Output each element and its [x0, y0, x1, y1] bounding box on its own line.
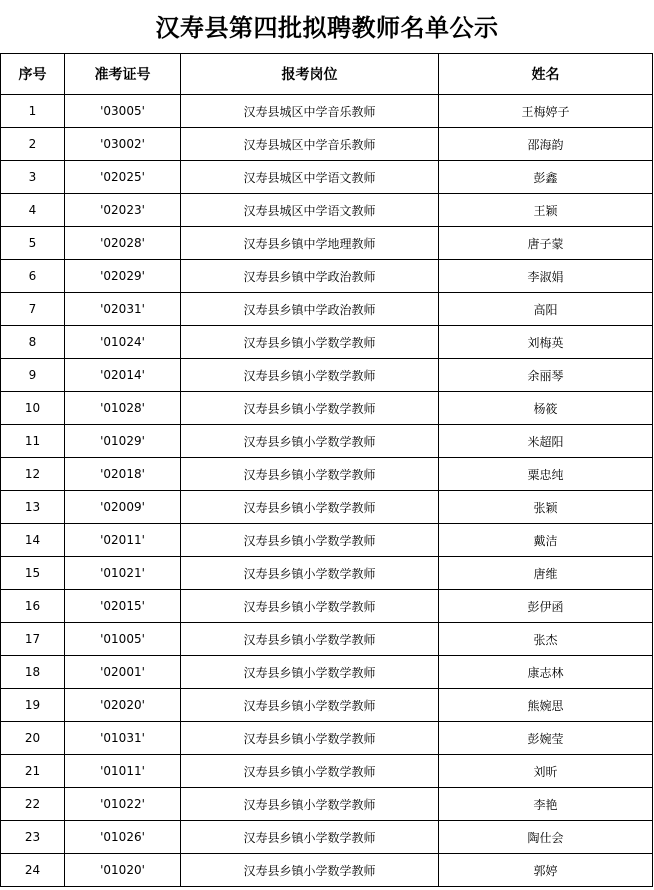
cell-name: 邵海韵 — [439, 128, 653, 161]
cell-ticket: '02031' — [65, 293, 181, 326]
cell-ticket: '03002' — [65, 128, 181, 161]
cell-seq: 19 — [1, 689, 65, 722]
cell-seq: 9 — [1, 359, 65, 392]
cell-position: 汉寿县城区中学音乐教师 — [181, 128, 439, 161]
cell-seq: 16 — [1, 590, 65, 623]
cell-ticket: '02001' — [65, 656, 181, 689]
cell-name: 李艳 — [439, 788, 653, 821]
table-row — [1, 293, 653, 326]
cell-ticket: '01011' — [65, 755, 181, 788]
cell-ticket: '02020' — [65, 689, 181, 722]
table-row — [1, 722, 653, 755]
cell-name: 熊婉思 — [439, 689, 653, 722]
cell-name: 李淑娟 — [439, 260, 653, 293]
cell-position: 汉寿县乡镇小学数学教师 — [181, 722, 439, 755]
cell-ticket: '01022' — [65, 788, 181, 821]
cell-position: 汉寿县乡镇小学数学教师 — [181, 458, 439, 491]
table-body — [1, 95, 653, 887]
cell-seq: 13 — [1, 491, 65, 524]
table-row — [1, 128, 653, 161]
cell-ticket: '01031' — [65, 722, 181, 755]
cell-name: 唐子蒙 — [439, 227, 653, 260]
cell-name: 彭婉莹 — [439, 722, 653, 755]
cell-name: 粟忠纯 — [439, 458, 653, 491]
table-row — [1, 557, 653, 590]
table-row — [1, 392, 653, 425]
cell-seq: 17 — [1, 623, 65, 656]
cell-ticket: '01029' — [65, 425, 181, 458]
table-row — [1, 755, 653, 788]
table-row — [1, 656, 653, 689]
cell-name: 戴洁 — [439, 524, 653, 557]
cell-ticket: '01020' — [65, 854, 181, 887]
cell-position: 汉寿县乡镇小学数学教师 — [181, 788, 439, 821]
cell-position: 汉寿县乡镇中学地理教师 — [181, 227, 439, 260]
table-row — [1, 326, 653, 359]
cell-seq: 7 — [1, 293, 65, 326]
cell-seq: 14 — [1, 524, 65, 557]
table-row — [1, 194, 653, 227]
cell-seq: 12 — [1, 458, 65, 491]
cell-ticket: '02011' — [65, 524, 181, 557]
cell-ticket: '02023' — [65, 194, 181, 227]
table-row — [1, 689, 653, 722]
cell-position: 汉寿县城区中学语文教师 — [181, 161, 439, 194]
cell-position: 汉寿县乡镇小学数学教师 — [181, 326, 439, 359]
table-row — [1, 95, 653, 128]
cell-position: 汉寿县乡镇小学数学教师 — [181, 392, 439, 425]
cell-name: 米超阳 — [439, 425, 653, 458]
cell-seq: 2 — [1, 128, 65, 161]
cell-position: 汉寿县乡镇小学数学教师 — [181, 359, 439, 392]
cell-ticket: '02014' — [65, 359, 181, 392]
cell-name: 彭伊函 — [439, 590, 653, 623]
cell-seq: 4 — [1, 194, 65, 227]
cell-name: 康志林 — [439, 656, 653, 689]
cell-name: 余丽琴 — [439, 359, 653, 392]
table-row — [1, 590, 653, 623]
cell-seq: 20 — [1, 722, 65, 755]
cell-position: 汉寿县乡镇小学数学教师 — [181, 524, 439, 557]
cell-name: 王颖 — [439, 194, 653, 227]
cell-ticket: '02025' — [65, 161, 181, 194]
table-row — [1, 491, 653, 524]
cell-position: 汉寿县乡镇小学数学教师 — [181, 656, 439, 689]
cell-position: 汉寿县乡镇中学政治教师 — [181, 260, 439, 293]
page-title: 汉寿县第四批拟聘教师名单公示 — [155, 14, 499, 42]
cell-name: 刘昕 — [439, 755, 653, 788]
cell-seq: 1 — [1, 95, 65, 128]
cell-seq: 6 — [1, 260, 65, 293]
cell-seq: 15 — [1, 557, 65, 590]
cell-name: 唐维 — [439, 557, 653, 590]
cell-name: 高阳 — [439, 293, 653, 326]
cell-seq: 18 — [1, 656, 65, 689]
cell-position: 汉寿县乡镇小学数学教师 — [181, 854, 439, 887]
table-row — [1, 854, 653, 887]
teacher-roster-table — [0, 53, 653, 887]
cell-ticket: '03005' — [65, 95, 181, 128]
cell-position: 汉寿县城区中学音乐教师 — [181, 95, 439, 128]
header-ticket: 准考证号 — [65, 54, 181, 95]
cell-name: 彭鑫 — [439, 161, 653, 194]
table-row — [1, 260, 653, 293]
table-row — [1, 161, 653, 194]
table-row — [1, 623, 653, 656]
cell-position: 汉寿县乡镇小学数学教师 — [181, 623, 439, 656]
table-row — [1, 425, 653, 458]
cell-ticket: '02028' — [65, 227, 181, 260]
cell-name: 王梅婷子 — [439, 95, 653, 128]
cell-seq: 24 — [1, 854, 65, 887]
cell-position: 汉寿县乡镇小学数学教师 — [181, 557, 439, 590]
cell-position: 汉寿县乡镇小学数学教师 — [181, 755, 439, 788]
cell-position: 汉寿县乡镇小学数学教师 — [181, 491, 439, 524]
cell-ticket: '01026' — [65, 821, 181, 854]
cell-position: 汉寿县乡镇小学数学教师 — [181, 590, 439, 623]
cell-ticket: '01028' — [65, 392, 181, 425]
cell-position: 汉寿县乡镇小学数学教师 — [181, 425, 439, 458]
table-row — [1, 524, 653, 557]
cell-ticket: '02018' — [65, 458, 181, 491]
cell-seq: 22 — [1, 788, 65, 821]
cell-ticket: '02029' — [65, 260, 181, 293]
cell-seq: 11 — [1, 425, 65, 458]
cell-seq: 21 — [1, 755, 65, 788]
cell-seq: 23 — [1, 821, 65, 854]
cell-name: 郭婷 — [439, 854, 653, 887]
cell-position: 汉寿县乡镇小学数学教师 — [181, 689, 439, 722]
table-row — [1, 821, 653, 854]
cell-name: 刘梅英 — [439, 326, 653, 359]
cell-seq: 10 — [1, 392, 65, 425]
cell-ticket: '02009' — [65, 491, 181, 524]
cell-seq: 8 — [1, 326, 65, 359]
cell-position: 汉寿县乡镇中学政治教师 — [181, 293, 439, 326]
table-row — [1, 359, 653, 392]
cell-ticket: '01024' — [65, 326, 181, 359]
cell-ticket: '02015' — [65, 590, 181, 623]
header-name: 姓名 — [439, 54, 653, 95]
header-seq: 序号 — [1, 54, 65, 95]
cell-position: 汉寿县城区中学语文教师 — [181, 194, 439, 227]
cell-name: 陶仕会 — [439, 821, 653, 854]
cell-name: 张颖 — [439, 491, 653, 524]
header-position: 报考岗位 — [181, 54, 439, 95]
table-row — [1, 458, 653, 491]
cell-name: 张杰 — [439, 623, 653, 656]
table-row — [1, 227, 653, 260]
cell-name: 杨筱 — [439, 392, 653, 425]
cell-ticket: '01021' — [65, 557, 181, 590]
cell-position: 汉寿县乡镇小学数学教师 — [181, 821, 439, 854]
cell-seq: 5 — [1, 227, 65, 260]
cell-seq: 3 — [1, 161, 65, 194]
table-header-row — [1, 54, 653, 95]
table-row — [1, 788, 653, 821]
cell-ticket: '01005' — [65, 623, 181, 656]
